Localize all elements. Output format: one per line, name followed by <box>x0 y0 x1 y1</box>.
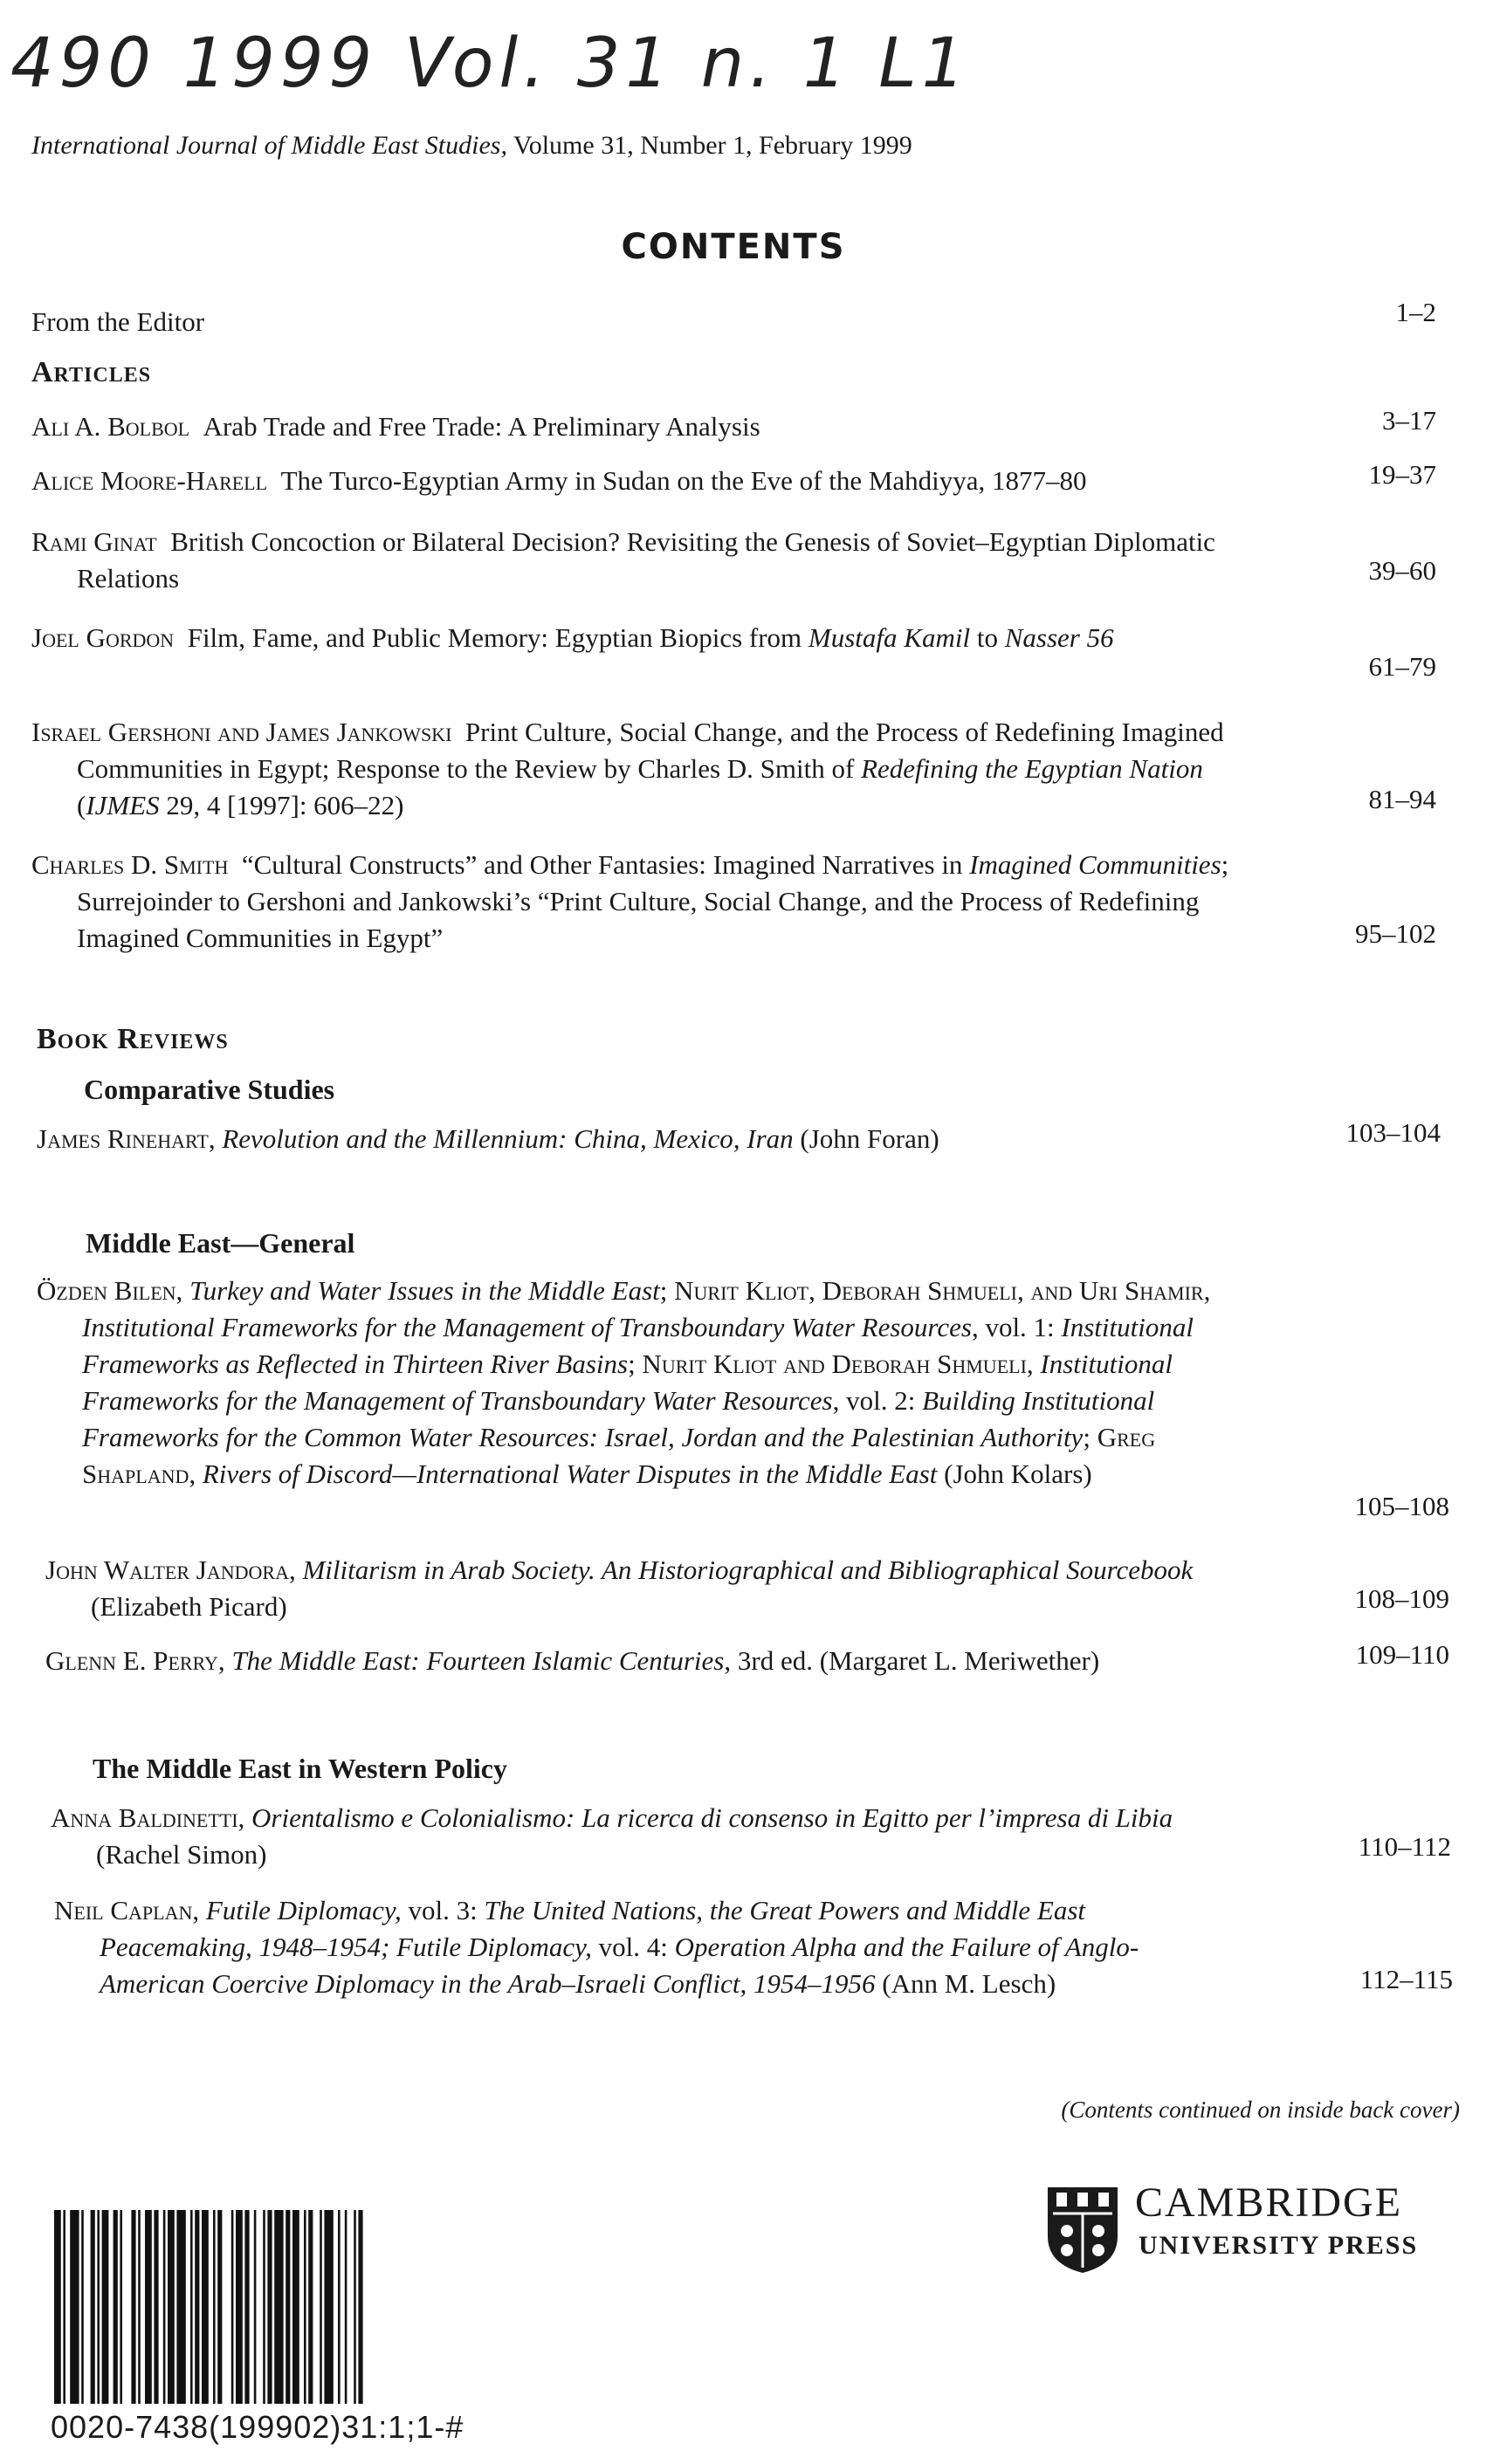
review-me-1-vol-2: , vol. 2: <box>832 1385 923 1416</box>
barcode-bar <box>195 2210 199 2404</box>
article-1 <box>31 408 1280 445</box>
review-me-1-title-4: Institutional Frameworks for the Management of Transboundary Water Resources <box>82 1349 1173 1416</box>
article-4-title-a: Film, Fame, and Public Memory: Egyptian Biopics from <box>187 622 808 653</box>
review-me-1-author-2: ; Nurit Kliot, Deborah Shmueli, and Uri Shamir, <box>659 1275 1211 1306</box>
barcode-bar <box>97 2210 100 2404</box>
review-me-1-title-6: Rivers of Discord—International Water Disputes in the Middle East <box>202 1458 938 1489</box>
contents-heading: CONTENTS <box>621 227 846 267</box>
review-me-1-title-1: Turkey and Water Issues in the Middle East <box>189 1275 660 1306</box>
barcode-bar <box>267 2210 272 2404</box>
review-wp-2-vol-1: vol. 3: <box>401 1895 485 1925</box>
review-wp-1-pages: 110–112 <box>1358 1831 1451 1862</box>
article-4-title-b: to <box>970 622 1005 653</box>
review-me-1 <box>37 1273 1242 1493</box>
barcode-bar <box>292 2210 299 2404</box>
barcode-bar <box>308 2210 313 2404</box>
article-2-author: Alice Moore-Harell <box>31 465 268 496</box>
barcode-bar <box>324 2210 333 2404</box>
barcode-bar <box>120 2210 122 2404</box>
article-2-pages: 19–37 <box>1368 459 1436 490</box>
review-wp-1 <box>51 1800 1238 1873</box>
article-5-title-b: ( <box>77 790 86 820</box>
article-4 <box>31 620 1254 656</box>
review-wp-2-reviewer: (Ann M. Lesch) <box>875 1968 1056 1999</box>
barcode-bar <box>114 2210 118 2404</box>
review-wp-2-title-4: Operation Alpha and the Failure of Anglo-American Coercive Diplomacy in the Arab–Israeli Conflict, 1954–1956 <box>100 1932 1139 1999</box>
barcode-number: 0020-7438(199902)31:1;1-# <box>51 2409 464 2445</box>
article-4-title-i1: Mustafa Kamil <box>808 622 971 653</box>
barcode-bar <box>176 2210 185 2404</box>
review-wp-2-vol-2: vol. 4: <box>591 1932 675 1962</box>
from-editor-title: From the Editor <box>31 306 205 337</box>
review-comparative <box>37 1121 1294 1157</box>
review-me-1-title-5: Building Institutional Frameworks for the Common Water Resources: Israel, Jordan and the Palestinian Authority <box>82 1385 1155 1452</box>
article-5-author: Israel Gershoni and James Jankowski <box>31 717 452 747</box>
review-wp-2-title-2: The United Nations, the Great Powers and Middle East Peacemaking, 1948–1954; <box>100 1895 1085 1962</box>
barcode-bar <box>304 2210 306 2404</box>
article-4-pages: 61–79 <box>1368 651 1436 682</box>
article-5-title-i2: IJMES <box>86 790 160 820</box>
barcode-bar <box>213 2210 216 2404</box>
barcode-bar <box>354 2210 356 2404</box>
barcode-bar <box>190 2210 193 2404</box>
review-wp-2-pages: 112–115 <box>1359 1964 1453 1994</box>
barcode-bar <box>217 2210 222 2404</box>
barcode-bar <box>254 2210 257 2404</box>
review-me-2 <box>45 1552 1242 1625</box>
review-me-2-pages: 108–109 <box>1354 1583 1449 1614</box>
comparative-heading: Comparative Studies <box>84 1074 335 1105</box>
barcode-bar <box>274 2210 283 2404</box>
article-5-pages: 81–94 <box>1368 784 1436 814</box>
review-comparative-title: Revolution and the Millennium: China, Mexico, Iran <box>222 1123 794 1154</box>
article-3-author: Rami Ginat <box>31 526 157 557</box>
article-5-title-c: 29, 4 [1997]: 606–22) <box>159 790 404 820</box>
review-me-1-pages: 105–108 <box>1354 1491 1449 1521</box>
barcode-bar <box>154 2210 158 2404</box>
article-6-author: Charles D. Smith <box>31 849 229 880</box>
review-wp-1-author: Anna Baldinetti, <box>51 1802 245 1833</box>
handwritten-note: 490 1999 Vol. 31 n. 1 L1 <box>10 24 971 103</box>
review-comparative-author: James Rinehart, <box>37 1123 216 1154</box>
article-3 <box>31 524 1254 597</box>
barcode-bar <box>320 2210 322 2404</box>
review-me-2-title: Militarism in Arab Society. An Historiographical and Bibliographical Sourcebook <box>302 1555 1194 1585</box>
barcode-bar <box>81 2210 84 2404</box>
barcode-bar <box>70 2210 79 2404</box>
review-me-3-author: Glenn E. Perry, <box>45 1645 225 1676</box>
review-me-1-reviewer: (John Kolars) <box>937 1458 1092 1489</box>
barcode-bar <box>286 2210 290 2404</box>
article-1-pages: 3–17 <box>1382 405 1436 436</box>
journal-line <box>31 131 1341 161</box>
article-6-title-i1: Imagined Communities <box>969 849 1221 880</box>
western-policy-heading: The Middle East in Western Policy <box>93 1753 507 1784</box>
review-me-3-pages: 109–110 <box>1355 1639 1449 1670</box>
barcode-bar <box>263 2210 265 2404</box>
review-wp-2-title-1: Futile Diplomacy, <box>205 1895 402 1925</box>
review-comparative-reviewer: (John Foran) <box>793 1123 939 1154</box>
review-wp-2-title-3: Futile Diplomacy, <box>389 1932 592 1962</box>
barcode-bar <box>145 2210 152 2404</box>
me-general-heading: Middle East—General <box>86 1227 355 1259</box>
from-editor-pages: 1–2 <box>1395 297 1436 327</box>
barcode-bar <box>163 2210 166 2404</box>
article-5 <box>31 714 1254 824</box>
article-6-pages: 95–102 <box>1355 918 1436 949</box>
review-me-1-title-2: Institutional Frameworks for the Management of Transboundary Water Resources <box>82 1312 972 1342</box>
article-6 <box>31 847 1254 957</box>
article-2-title: The Turco-Egyptian Army in Sudan on the Eve of the Mahdiyya, 1877–80 <box>280 465 1087 496</box>
review-me-1-author-1: Özden Bilen, <box>37 1275 183 1306</box>
article-1-title: Arab Trade and Free Trade: A Preliminary Analysis <box>203 411 760 442</box>
review-me-1-author-3: ; Nurit Kliot and Deborah Shmueli, <box>628 1349 1034 1379</box>
review-me-2-author: John Walter Jandora, <box>45 1555 296 1585</box>
articles-heading: Articles <box>31 356 152 388</box>
barcode-bar <box>138 2210 141 2404</box>
review-wp-1-reviewer: (Rachel Simon) <box>96 1839 267 1870</box>
review-wp-2-author: Neil Caplan, <box>54 1895 200 1925</box>
publisher-sub: UNIVERSITY PRESS <box>1139 2231 1419 2260</box>
article-5-title-i1: Redefining the Egyptian Nation <box>861 753 1203 784</box>
barcode-bar <box>131 2210 135 2404</box>
review-me-3-title: The Middle East: Fourteen Islamic Centuries <box>231 1645 725 1676</box>
review-me-1-author-4: ; Greg Shapland, <box>82 1422 1156 1489</box>
barcode-bar <box>338 2210 341 2404</box>
barcode-bar <box>91 2210 95 2404</box>
article-1-author: Ali A. Bolbol <box>31 411 190 442</box>
barcode-bar <box>202 2210 209 2404</box>
barcode-bar <box>54 2210 61 2404</box>
article-3-title: British Concoction or Bilateral Decision? Revisiting the Genesis of Soviet–Egyptian Diplomatic Relations <box>77 526 1215 594</box>
review-me-3-extra: , 3rd ed. (Margaret L. Meriwether) <box>724 1645 1100 1676</box>
article-4-title-i2: Nasser 56 <box>1004 622 1114 653</box>
review-wp-1-title: Orientalismo e Colonialismo: La ricerca di consenso in Egitto per l’impresa di Libia <box>251 1802 1173 1833</box>
barcode-bar <box>345 2210 347 2404</box>
review-wp-2 <box>54 1892 1242 2002</box>
review-me-2-reviewer: (Elizabeth Picard) <box>91 1591 287 1622</box>
review-me-3 <box>45 1643 1303 1679</box>
continued-note: (Contents continued on inside back cover) <box>1061 2097 1460 2123</box>
article-4-author: Joel Gordon <box>31 622 175 653</box>
issue-info: Volume 31, Number 1, February 1999 <box>513 131 912 160</box>
barcode-bar <box>236 2210 243 2404</box>
article-6-title-b: ; Surrejoinder to Gershoni and Jankowski’s “Print Culture, Social Change, and the Process of Redefining Imagined Communities in Egypt” <box>77 849 1229 953</box>
barcode-bar <box>63 2210 65 2404</box>
journal-name: International Journal of Middle East Studies, <box>31 131 507 160</box>
publisher-name: CAMBRIDGE <box>1135 2179 1403 2226</box>
review-me-1-title-3: Institutional Frameworks as Reflected in Thirteen River Basins <box>82 1312 1194 1379</box>
barcode-bar <box>358 2210 362 2404</box>
barcode <box>51 2210 513 2404</box>
barcode-bar <box>102 2210 109 2404</box>
barcode-bar <box>244 2210 249 2404</box>
book-reviews-heading: Book Reviews <box>37 1023 229 1055</box>
article-3-pages: 39–60 <box>1368 555 1436 586</box>
article-2 <box>31 463 1280 499</box>
article-5-title-a: Print Culture, Social Change, and the Process of Redefining Imagined Communities in Egypt; Response to the Review by Charles D. Smith of <box>77 717 1224 784</box>
review-comparative-pages: 103–104 <box>1345 1117 1441 1148</box>
cambridge-crest-icon <box>1044 2184 1121 2275</box>
barcode-bar <box>231 2210 234 2404</box>
article-6-title-a: “Cultural Constructs” and Other Fantasies: Imagined Narratives in <box>241 849 970 880</box>
barcode-bar <box>168 2210 175 2404</box>
review-me-1-vol-1: , vol. 1: <box>971 1312 1062 1342</box>
